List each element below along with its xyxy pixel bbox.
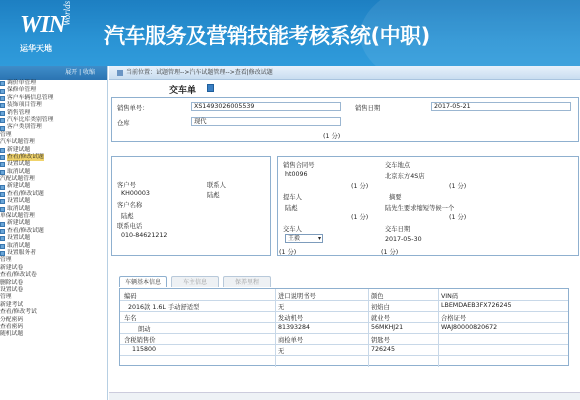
sidebar-item-label: 管理	[0, 257, 12, 264]
grid-divider	[120, 344, 568, 345]
score-3: (1 分)	[449, 183, 467, 190]
sidebar-item[interactable]	[0, 243, 107, 250]
sidebar-item-label: 新建考试	[0, 301, 24, 308]
sidebar-item-label: 装饰项目管理	[7, 102, 42, 109]
vin-value: LBEMDAEB3FX726245	[441, 302, 512, 309]
page-icon	[0, 81, 5, 86]
warehouse-field[interactable]: 现代	[191, 117, 341, 126]
page-icon	[0, 222, 5, 227]
form-title: 交车单	[169, 86, 197, 96]
page-icon	[0, 192, 5, 197]
app-title: 汽车服务及营销技能考核系统(中职)	[104, 24, 430, 48]
home-icon	[117, 70, 123, 76]
sidebar-item-label: 删除试卷	[0, 279, 24, 286]
grid-divider	[120, 311, 568, 312]
engine-label: 发动机号	[278, 315, 304, 322]
sidebar-item-label: 设置服务者	[7, 249, 36, 256]
page-icon	[0, 89, 5, 94]
sidebar-item[interactable]	[0, 287, 107, 294]
sidebar-item[interactable]	[0, 309, 107, 316]
sidebar-item[interactable]	[0, 220, 107, 227]
phone-label: 联系电话	[117, 223, 143, 230]
sidebar-item-label: 客户类别管理	[7, 124, 42, 131]
page-icon	[0, 207, 5, 212]
grid-divider	[275, 289, 276, 367]
sidebar-item-label: 查看密码	[0, 323, 24, 330]
horizontal-scrollbar[interactable]	[109, 392, 580, 400]
grid-divider	[368, 289, 369, 367]
sidebar-item-label: 设置试题	[7, 235, 31, 242]
color-label: 颜色	[371, 293, 384, 300]
import-label: 进口说明书号	[278, 293, 316, 300]
score-7: (1 分)	[381, 249, 399, 256]
sidebar-item[interactable]	[0, 169, 107, 176]
page-icon	[0, 162, 5, 167]
customer-name-label: 客户名称	[117, 202, 143, 209]
sidebar-item[interactable]	[0, 317, 107, 324]
pickup-value: 陆彪	[285, 205, 298, 212]
sidebar-item-label: 查看/修改试题	[7, 153, 44, 160]
warehouse-label: 仓库	[117, 120, 130, 127]
grid-divider	[120, 355, 568, 356]
tab-vehicle-info[interactable]: 车辆基本信息	[119, 276, 167, 287]
model-label: 车名	[124, 315, 137, 322]
sidebar-item[interactable]	[0, 161, 107, 168]
customer-name: 陆彪	[121, 213, 134, 220]
sidebar-toggle[interactable]: 展开 | 收缩	[0, 66, 107, 80]
page-icon	[0, 199, 5, 204]
page-icon	[0, 185, 5, 190]
sidebar-item[interactable]	[0, 257, 107, 264]
sidebar-item-label: 新建试卷	[0, 264, 24, 271]
cert-label: 合格证号	[441, 315, 467, 322]
key-label: 钥匙号	[371, 337, 390, 344]
logo-subtext: Worlds	[62, 0, 72, 26]
sidebar-item[interactable]	[0, 331, 107, 338]
code-value: 2016款 1.6L 手动舒适型	[128, 304, 200, 311]
contact-value: 陆彪	[207, 192, 220, 199]
grid-divider	[120, 333, 568, 334]
delivery-date-label: 交车日期	[385, 226, 411, 233]
invoice-label: 商检单号	[278, 337, 304, 344]
page-icon	[0, 118, 5, 123]
grid-divider	[120, 322, 568, 323]
sidebar-item[interactable]	[0, 250, 107, 257]
sidebar-item[interactable]	[0, 147, 107, 154]
phone-value: 010-84621212	[121, 232, 168, 239]
sidebar-item-label: 设置试题	[7, 198, 31, 205]
sidebar-item-label: 调价单管理	[7, 80, 36, 86]
sidebar-item-label: 管理	[0, 131, 12, 138]
document-icon[interactable]	[207, 84, 214, 92]
sales-no-field[interactable]: XS1493026005539	[191, 102, 341, 111]
summary-label: 摘要	[389, 194, 402, 201]
page-icon	[0, 236, 5, 241]
stock-label: 就业号	[371, 315, 390, 322]
sidebar-item[interactable]	[0, 183, 107, 190]
stock-value: 56MKHJ21	[371, 324, 404, 331]
page-icon	[0, 126, 5, 131]
deliverer-select[interactable]: 王毅 ▾	[285, 234, 323, 243]
contract-no-label: 销售合同号	[283, 162, 315, 169]
sidebar-item-label: 查看/修改试题	[7, 190, 44, 197]
color-value: 初焰白	[371, 304, 390, 311]
sidebar-item-label: 设置试卷	[0, 286, 24, 293]
import-value: 无	[278, 304, 285, 311]
page-icon	[0, 244, 5, 249]
sidebar-item-label: 管理	[0, 294, 12, 301]
sidebar-item-label: 销售管理	[7, 109, 31, 116]
tab-owner-info[interactable]: 车主信息	[171, 276, 219, 287]
page-icon	[0, 170, 5, 175]
sales-date-label: 销售日期	[355, 105, 381, 112]
contract-no: ht0096	[285, 171, 308, 178]
sidebar-item[interactable]	[0, 206, 107, 213]
sidebar-item-label: 新建试题	[7, 183, 31, 190]
sidebar-item-label: 取消试题	[7, 205, 31, 212]
model-value: 朗动	[138, 326, 151, 333]
logo-cn: 运华天地	[20, 44, 52, 53]
main-panel	[109, 66, 580, 400]
sidebar-item[interactable]	[0, 139, 107, 146]
sidebar	[0, 66, 108, 400]
price-value: 115800	[132, 346, 157, 353]
sidebar-item[interactable]	[0, 124, 107, 131]
breadcrumb	[109, 66, 580, 80]
delivery-place-label: 交车地点	[385, 162, 411, 169]
grid-divider	[120, 300, 568, 301]
sidebar-item-label: 查看/修改试题	[7, 227, 44, 234]
sidebar-item-label: 分配密码	[0, 316, 24, 323]
contact-label: 联系人	[207, 182, 226, 189]
sidebar-item[interactable]	[0, 272, 107, 279]
header-banner	[0, 0, 580, 66]
sidebar-item-label: 取消试题	[7, 168, 31, 175]
sidebar-item[interactable]	[0, 235, 107, 242]
pickup-label: 提车人	[283, 194, 302, 201]
breadcrumb-text: 当前位置：试题管理-->汽车试题管理-->查看|修改试题	[126, 69, 273, 76]
vehicle-info-grid	[119, 288, 569, 366]
score-5: (1 分)	[449, 214, 467, 221]
sidebar-item[interactable]	[0, 110, 107, 117]
cert-value: WAJ80000820672	[441, 324, 498, 331]
price-label: 含税销售价	[124, 337, 156, 344]
sidebar-item-label: 单保试题管理	[0, 213, 35, 220]
score-1: (1 分)	[323, 133, 341, 140]
sidebar-item-label: 汽车试题管理	[0, 139, 35, 146]
customer-no-label: 客户号	[117, 182, 136, 189]
score-2: (1 分)	[351, 183, 369, 190]
sales-date-field[interactable]: 2017-05-21	[431, 102, 571, 111]
page-icon	[0, 96, 5, 101]
page-icon	[0, 148, 5, 153]
sidebar-item[interactable]	[0, 87, 107, 94]
sidebar-item[interactable]	[0, 102, 107, 109]
sidebar-item[interactable]	[0, 302, 107, 309]
code-label: 编码	[124, 293, 137, 300]
grid-divider	[438, 289, 439, 367]
page-icon	[0, 155, 5, 160]
key-value: 726245	[371, 346, 396, 353]
page-icon	[0, 111, 5, 116]
sidebar-item-label: 汽车比库类别管理	[7, 116, 54, 123]
sales-no-label: 销售单号：	[117, 105, 149, 112]
sidebar-item-label: 设置试题	[7, 161, 31, 168]
score-6: (1 分)	[279, 249, 297, 256]
page-icon	[0, 229, 5, 234]
invoice-value: 无	[278, 348, 285, 355]
sidebar-item-label: 客户车辆信息管理	[7, 94, 54, 101]
customer-no: KH00003	[121, 190, 150, 197]
logo-text: WIN	[20, 12, 66, 38]
deliverer-label: 交车人	[283, 226, 302, 233]
page-icon	[0, 103, 5, 108]
delivery-date: 2017-05-30	[385, 236, 422, 243]
sidebar-item[interactable]	[0, 198, 107, 205]
sidebar-item-label: 汽配试题管理	[0, 176, 35, 183]
sidebar-item-label: 新建试题	[7, 220, 31, 227]
sidebar-item-label: 取消试题	[7, 242, 31, 249]
score-4: (1 分)	[351, 214, 369, 221]
logo	[18, 0, 98, 56]
sidebar-item[interactable]	[0, 294, 107, 301]
sidebar-item-label: 保修单管理	[7, 87, 36, 94]
engine-value: 81393284	[278, 324, 311, 331]
tab-maintenance[interactable]: 保养里程	[223, 276, 271, 287]
sidebar-item-label: 新建试题	[7, 146, 31, 153]
summary-value: 陆先生要求缩短等候一个	[385, 205, 455, 212]
sidebar-list	[0, 80, 107, 339]
sidebar-item-label: 随机试题	[0, 331, 24, 338]
vin-label: VIN码	[441, 293, 459, 300]
sidebar-item-label: 查看/修改试卷	[0, 272, 37, 279]
page-icon	[0, 251, 5, 256]
sidebar-item-label: 查看/修改考试	[0, 309, 37, 316]
sidebar-item[interactable]	[0, 280, 107, 287]
delivery-place: 北京东方4S店	[385, 173, 425, 180]
